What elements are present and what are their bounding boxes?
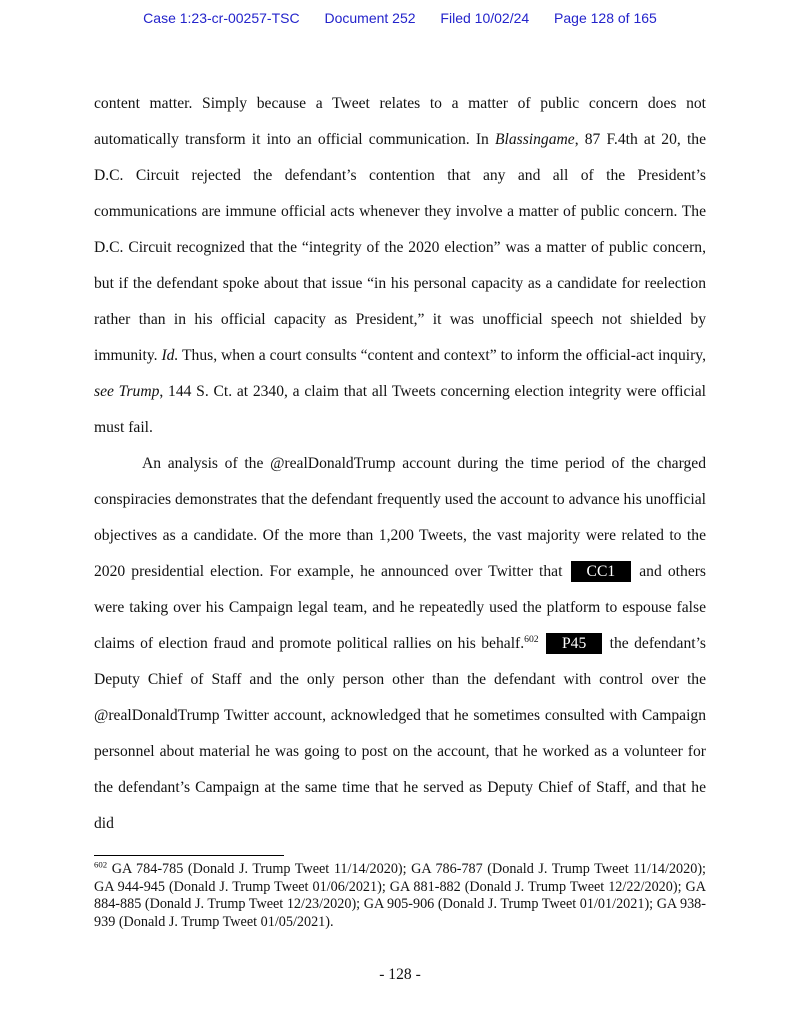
body-text-run: An analysis of the @realDonaldTrump account during the time period of the charged conspiracies demonstrates that the defendant frequently used the account to advance his unofficial objectives as a candidate. Of the more than 1,200 Tweets, the vast majority were related to the 2020 presidential election. For example, he announced over Twitter that [94, 455, 706, 580]
ecf-case-header [0, 10, 800, 26]
footnote-reference: 602 [524, 633, 539, 645]
footnote-number: 602 [94, 859, 108, 870]
body-text-run: the defendant’s Deputy Chief of Staff and the only person other than the defendant with control over the @realDonaldTrump Twitter account, acknowledged that he sometimes consulted with Campaign personnel about material he was going to post on the account, that he worked as a volunteer for the defendant’s Campaign at the same time that he served as Deputy Chief of Staff, and that he did [94, 635, 706, 832]
footnote-block [94, 855, 706, 931]
page-number: - 128 - [379, 966, 421, 983]
footnote-602 [94, 861, 706, 931]
body-text-run: , 87 F.4th at 20, the D.C. Circuit rejected the defendant’s contention that any and all of the President’s communications are immune official acts whenever they involve a matter of public concern. The D.C. Circuit recognized that the “integrity of the 2020 election” was a matter of public concern, but if the defendant spoke about that issue “in his personal capacity as a candidate for reelection rather than in his official capacity as President,” it was unofficial speech not shielded by immunity. [94, 131, 707, 364]
body-text-run [539, 635, 544, 652]
redaction-box: CC1 [571, 561, 632, 582]
footnote-separator [94, 855, 284, 856]
italic-citation: Id. [161, 347, 179, 364]
italic-citation: Blassingame [495, 131, 575, 148]
body-text-run: , 144 S. Ct. at 2340, a claim that all Tweets concerning election integrity were official must fail. [94, 383, 706, 436]
italic-citation: see Trump [94, 383, 160, 400]
redaction-box: P45 [546, 633, 602, 654]
body-text-run: Thus, when a court consults “content and context” to inform the official-act inquiry, [178, 347, 706, 364]
body-text-run: content matter. Simply because a Tweet relates to a matter of public concern does not automatically transform it into an official communication. In [94, 95, 706, 148]
body-text-run: and others were taking over his Campaign legal team, and he repeatedly used the platform to espouse false claims of election fraud and promote political rallies on his behalf. [94, 563, 706, 652]
document-body [94, 86, 706, 842]
page-of-total: Page 128 of 165 [554, 10, 657, 26]
document-number: Document 252 [324, 10, 416, 26]
paragraph [94, 446, 706, 842]
case-number: Case 1:23-cr-00257-TSC [143, 10, 300, 26]
footnote-citation-text: GA 784-785 (Donald J. Trump Tweet 11/14/2020); GA 786-787 (Donald J. Trump Tweet 11/14/2020); GA 944-945 (Donald J. Trump Tweet 01/06/2021); GA 881-882 (Donald J. Trump Tweet 12/22/2020); GA 884-885 (Donald J. Trump Tweet 12/23/2020); GA 905-906 (Donald J. Trump Tweet 01/01/2021); GA 938-939 (Donald J. Trump Tweet 01/05/2021). [94, 861, 706, 930]
filed-date: Filed 10/02/24 [440, 10, 530, 26]
paragraph [94, 86, 706, 446]
